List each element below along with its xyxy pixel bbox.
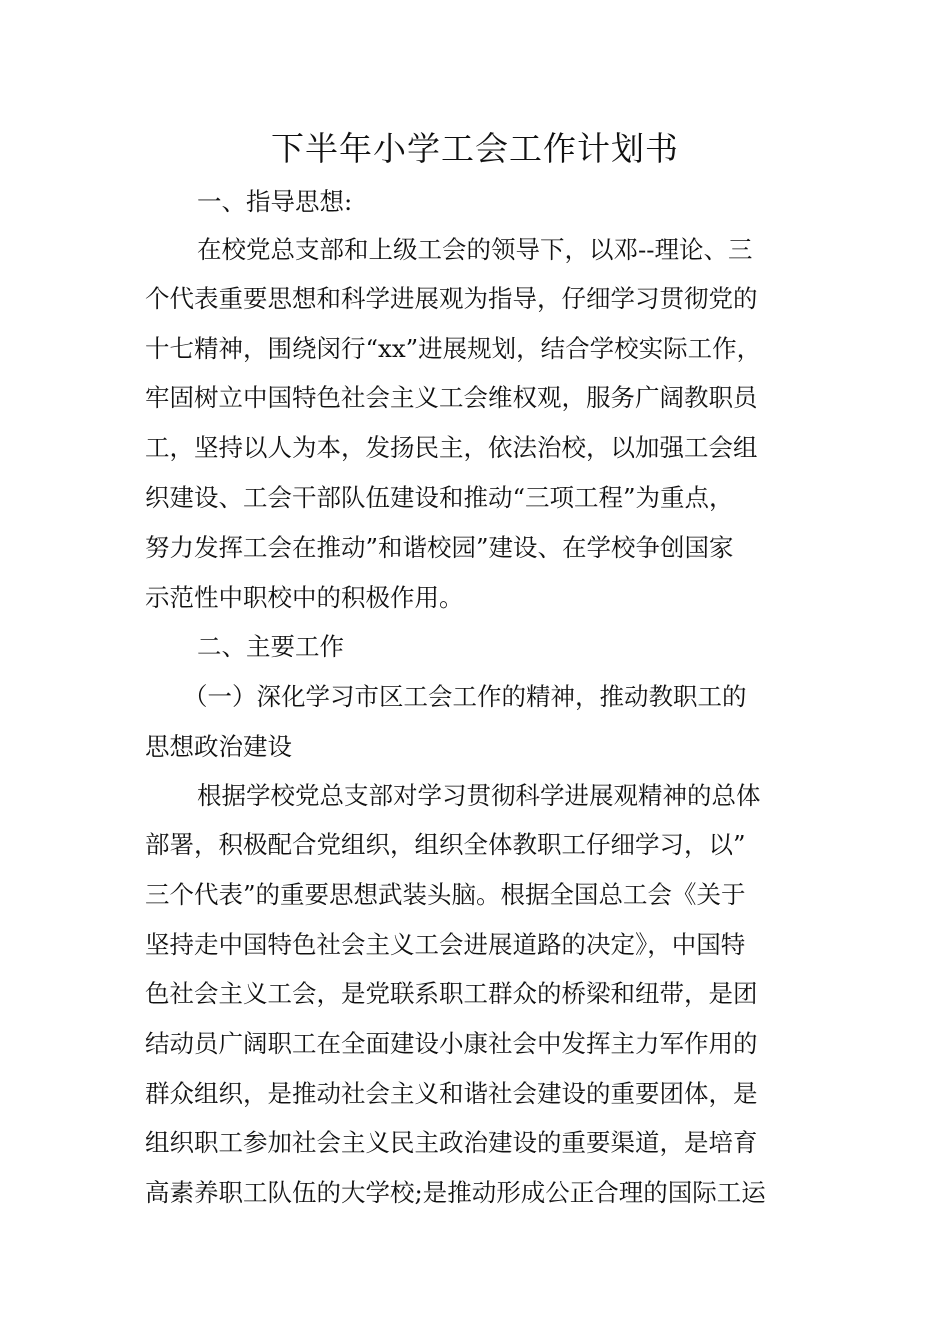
paragraph-line: 个代表重要思想和科学进展观为指导，仔细学习贯彻党的 (145, 284, 758, 313)
paragraph-line: 部署，积极配合党组织，组织全体教职工仔细学习，以” (145, 830, 746, 859)
paragraph-line: 在校党总支部和上级工会的领导下，以邓--理论、三 (197, 235, 753, 264)
subsection-heading: （一）深化学习市区工会工作的精神，推动教职工的 (183, 682, 747, 711)
paragraph-line: 组织职工参加社会主义民主政治建设的重要渠道，是培育 (145, 1128, 758, 1157)
paragraph-line: 牢固树立中国特色社会主义工会维权观，服务广阔教职员 (145, 383, 758, 412)
paragraph-line: 三个代表”的重要思想武装头脑。根据全国总工会《关于 (145, 880, 746, 909)
section-heading-main-work: 二、主要工作 (197, 632, 344, 661)
paragraph-line: 结动员广阔职工在全面建设小康社会中发挥主力军作用的 (145, 1029, 758, 1058)
paragraph-line: 十七精神，围绕闵行“xx”进展规划，结合学校实际工作， (145, 334, 762, 363)
subsection-heading-continued: 思想政治建设 (145, 732, 292, 761)
paragraph-line: 坚持走中国特色社会主义工会进展道路的决定》，中国特 (145, 930, 746, 959)
document-title: 下半年小学工会工作计划书 (271, 129, 679, 168)
paragraph-line: 工，坚持以人为本，发扬民主，依法治校，以加强工会组 (145, 433, 758, 462)
paragraph-line: 色社会主义工会，是党联系职工群众的桥梁和纽带，是团 (145, 979, 758, 1008)
section-heading-guiding-thought: 一、指导思想: (197, 187, 353, 216)
paragraph-line: 根据学校党总支部对学习贯彻科学进展观精神的总体 (197, 781, 761, 810)
paragraph-line: 高素养职工队伍的大学校;是推动形成公正合理的国际工运 (145, 1178, 766, 1207)
paragraph-line: 示范性中职校中的积极作用。 (145, 583, 464, 612)
paragraph-line: 织建设、工会干部队伍建设和推动“三项工程”为重点， (145, 483, 734, 512)
paragraph-line: 努力发挥工会在推动”和谐校园”建设、在学校争创国家 (145, 533, 734, 562)
paragraph-line: 群众组织，是推动社会主义和谐社会建设的重要团体，是 (145, 1079, 758, 1108)
